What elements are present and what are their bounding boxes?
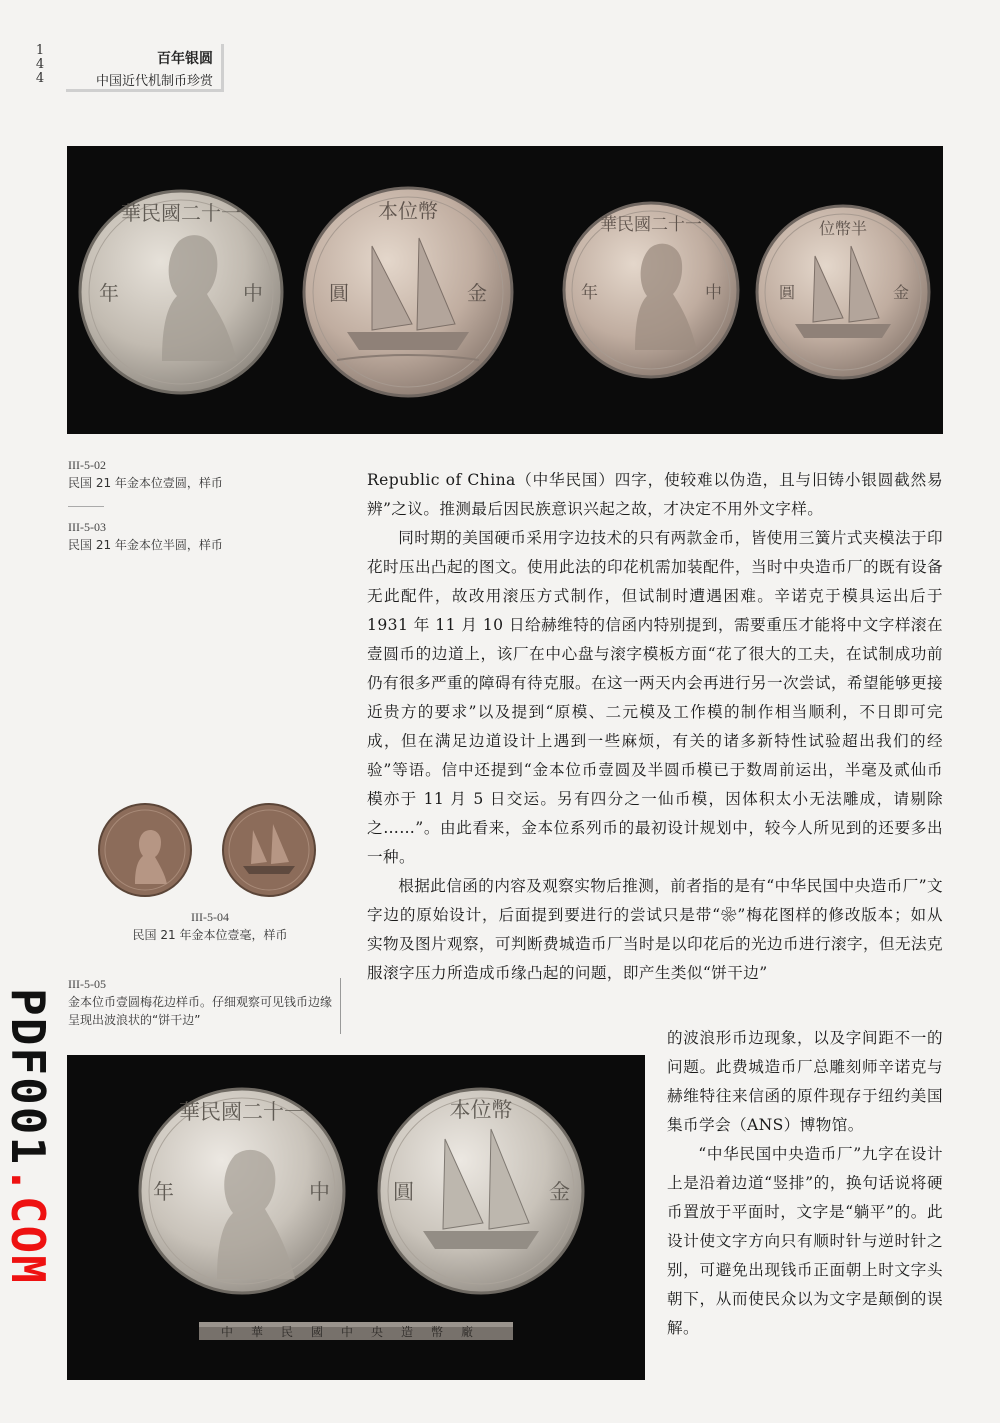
coin-legend: 本位幣 xyxy=(378,199,438,223)
caption-rule xyxy=(340,978,341,1034)
coin-legend: 年 xyxy=(153,1180,174,1204)
coin-reverse-1 xyxy=(304,188,512,396)
coin-photo-top-svg xyxy=(67,146,943,434)
caption-text: 民国 21 年金本位壹圆，样币 xyxy=(68,476,223,490)
coin-legend: 圓 xyxy=(393,1180,414,1204)
coin-photo-bottom-svg xyxy=(67,1055,645,1380)
coin-legend: 圓 xyxy=(779,283,796,302)
coin-photo-small xyxy=(95,800,325,900)
caption-iii-5-04 xyxy=(100,908,320,944)
paragraph: 的波浪形币边现象，以及字间距不一的问题。此费城造币厂总雕刻师辛诺克与赫维特往来信函的原件现存于纽约美国集币学会（ANS）博物馆。 xyxy=(667,1029,943,1134)
caption-iii-5-03 xyxy=(68,518,328,554)
coin-legend: 中 xyxy=(243,281,263,305)
coin-legend: 華民國二十一 xyxy=(179,1100,305,1124)
coin-obverse-3 xyxy=(140,1089,344,1293)
watermark-text: PDF001 xyxy=(1,988,55,1167)
coin-edge-legend: 中華民國中央造幣廠 xyxy=(220,1325,492,1339)
coin-legend: 位幣半 xyxy=(818,219,868,238)
coin-photo-top xyxy=(67,146,943,434)
coin-legend: 年 xyxy=(99,281,119,305)
coin-obverse-2 xyxy=(564,203,738,377)
caption-iii-5-02 xyxy=(68,456,328,492)
coin-legend: 本位幣 xyxy=(449,1098,513,1122)
coin-legend: 中 xyxy=(705,283,722,303)
page-number xyxy=(30,44,50,86)
coin-legend: 金 xyxy=(549,1180,570,1204)
paragraph: 同时期的美国硬币采用字边技术的只有两款金币，皆使用三簧片式夹模法于印花时压出凸起的图文。使用此法的印花机需加装配件，当时中央造币厂的既有设备无此配件，故改用滚压方式制作，但试制时遭遇困难。辛诺克于模具运出后于 1931 年 11 月 10 日给赫维特的信函内特别提到，需要重压才能将中文字样滚在壹圆币的边道上，该厂在中心盘与滚字模板方面“花了很大的工夫，在试制成功前仍有很多严重的障碍有待克服。在这一两天内会再进行另一次尝试，希望能够更接近贵方的要求”以及提到“原模、二元模及工作模的制作相当顺利，不日即可完成，但在满足边道设计上遇到一些麻烦，有关的诸多新特性试验超出我们的经验”等语。信中还提到“金本位币壹圆及半圆币模已于数周前运出，半毫及贰仙币模亦于 11 月 5 日交运。另有四分之一仙币模，因体积太小无法雕成，请剔除之……”。由此看来，金本位系列币的最初设计规划中，较今人所见到的还要多出一种。 xyxy=(367,529,943,866)
caption-text: 民国 21 年金本位壹毫，样币 xyxy=(132,928,288,942)
coin-legend: 華民國二十一 xyxy=(600,215,702,235)
coin-legend: 金 xyxy=(893,283,910,302)
caption-iii-5-05 xyxy=(68,975,334,1029)
coin-obverse-small xyxy=(99,804,191,896)
page-number-digit: 1 xyxy=(35,43,45,58)
caption-id: III-5-03 xyxy=(68,520,106,534)
watermark-text: .COM xyxy=(1,1166,55,1285)
running-header xyxy=(66,44,224,92)
caption-divider xyxy=(68,506,104,507)
paragraph: “中华民国中央造币厂”九字在设计上是沿着边道“竖排”的，换句话说将硬币置放于平面时，文字是“躺平”的。此设计使文字方向只有顺时针与逆时针之别，可避免出现钱币正面朝上时文字头朝下，从而使民众以为文字是颠倒的误解。 xyxy=(667,1145,943,1337)
coin-photo-small-svg xyxy=(95,800,325,900)
caption-id: III-5-04 xyxy=(191,910,229,924)
article-body xyxy=(367,466,943,988)
coin-reverse-2 xyxy=(757,206,929,378)
caption-id: III-5-05 xyxy=(68,977,106,991)
coin-legend: 年 xyxy=(581,283,598,303)
coin-reverse-small xyxy=(223,804,315,896)
watermark xyxy=(0,988,58,1285)
coin-edge-strip xyxy=(199,1322,513,1340)
article-body-continued xyxy=(667,1024,943,1343)
caption-text: 民国 21 年金本位半圆，样币 xyxy=(68,538,223,552)
paragraph: Republic of China（中华民国）四字，使较难以伪造，且与旧铸小银圆截然易辨”之议。推测最后因民族意识兴起之故，才决定不用外文字样。 xyxy=(367,471,943,518)
coin-photo-bottom xyxy=(67,1055,645,1380)
coin-reverse-3 xyxy=(379,1089,583,1293)
coin-legend: 金 xyxy=(467,281,487,305)
coin-obverse-1 xyxy=(80,191,282,393)
book-title: 百年银圆 xyxy=(157,51,213,67)
coin-legend: 華民國二十一 xyxy=(121,201,241,225)
coin-legend: 圓 xyxy=(329,281,349,305)
book-subtitle: 中国近代机制币珍赏 xyxy=(95,74,213,89)
page-number-digit: 4 xyxy=(35,57,45,72)
page-number-digit: 4 xyxy=(35,71,45,86)
caption-text: 金本位币壹圆梅花边样币。仔细观察可见钱币边缘呈现出波浪状的“饼干边” xyxy=(68,995,333,1027)
coin-legend: 中 xyxy=(309,1180,330,1204)
caption-id: III-5-02 xyxy=(68,458,106,472)
paragraph: 根据此信函的内容及观察实物后推测，前者指的是有“中华民国中央造币厂”文字边的原始设计，后面提到要进行的尝试只是带“❀”梅花图样的修改版本；如从实物及图片观察，可判断费城造币厂当时是以印花后的光边币进行滚字，但无法克服滚字压力所造成币缘凸起的问题，即产生类似“饼干边” xyxy=(367,877,943,982)
